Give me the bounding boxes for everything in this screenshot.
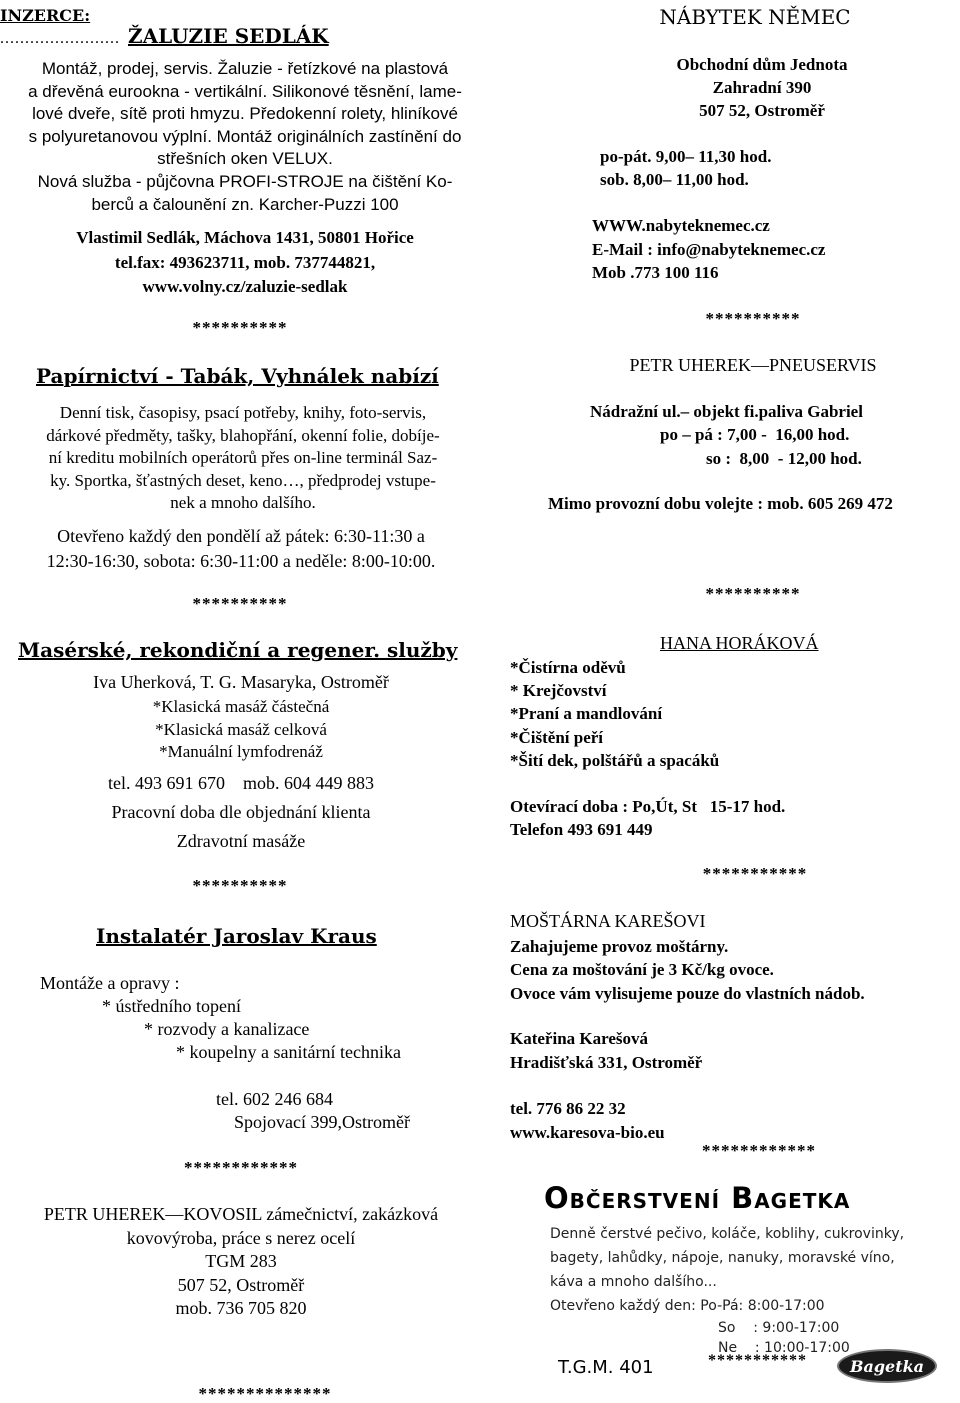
papirnictvi-description (0, 402, 486, 515)
maserske-phone: tel. 493 691 670 mob. 604 449 883 (108, 773, 374, 793)
zaluzie-line: lové dveře, sítě proti hmyzu. Předokenní rolety, hliníkové (32, 104, 458, 124)
hana-service: *Čištění peří (510, 727, 604, 747)
mostarna-name (510, 1027, 702, 1074)
mostarna-contact (510, 1097, 665, 1144)
zaluzie-contact-line: Vlastimil Sedlák, Máchova 1431, 50801 Hořice (76, 228, 414, 247)
nabytek-mob: Mob .773 100 116 (592, 263, 719, 282)
kovosil-line: TGM 283 (205, 1251, 277, 1271)
mostarna-line: Cena za moštování je 3 Kč/kg ovoce. (510, 960, 774, 980)
instalater-intro: Montáže a opravy : (40, 973, 180, 993)
zaluzie-contact-line: www.volny.cz/zaluzie-sedlak (142, 277, 348, 296)
instalater-item: * koupelny a sanitární technika (176, 1042, 401, 1062)
separator: ********** (705, 584, 801, 603)
zaluzie-line: berců a čalounění zn. Karcher-Puzzi 100 (91, 194, 399, 214)
zaluzie-contact (0, 226, 490, 300)
bagetka-logo (837, 1349, 937, 1383)
zaluzie-description (0, 58, 490, 216)
maserske-service: *Klasická masáž celková (155, 719, 327, 739)
zaluzie-contact-line: tel.fax: 493623711, mob. 737744821, (114, 252, 376, 272)
nabytek-address-line: Zahradní 390 (712, 78, 812, 97)
zaluzie-line: střešních oken VELUX. (157, 149, 333, 169)
mostarna-web-link[interactable]: www.karesova-bio.eu (510, 1122, 665, 1142)
hana-service: * Krejčovství (510, 681, 607, 701)
papirnictvi-hours-line: 12:30-16:30, sobota: 6:30-11:00 a neděle: 8:00-10:00. (46, 550, 436, 571)
nabytek-hours-line: sob. 8,00– 11,00 hod. (600, 170, 749, 189)
bagetka-line: Denně čerstvé pečivo, koláče, koblihy, cukrovinky, (550, 1226, 905, 1242)
papirnictvi-line: nek a mnoho dalšího. (170, 493, 316, 513)
instalater-address: Spojovací 399,Ostroměř (234, 1112, 410, 1132)
nabytek-web-link[interactable]: WWW.nabyteknemec.cz (592, 216, 770, 235)
hana-service: *Praní a mandlování (510, 704, 663, 724)
pneuservis-line: po – pá : 7,00 - 16,00 hod. (660, 425, 850, 444)
maserske-title: Masérské, rekondiční a regener. služby (18, 638, 458, 662)
nabytek-address-line: 507 52, Ostroměř (699, 101, 825, 120)
bagetka-line: Ne : 10:00-17:00 (718, 1340, 850, 1356)
maserske-services (0, 696, 482, 764)
mostarna-name-line: Kateřina Karešová (510, 1029, 649, 1048)
instalater-title: Instalatér Jaroslav Kraus (96, 924, 377, 948)
hana-service: *Čistírna oděvů (510, 658, 626, 677)
papirnictvi-line: dárkové předměty, tašky, blahopřání, okenní folie, dobíje- (46, 425, 440, 445)
pneuservis-line: so : 8,00 - 12,00 hod. (706, 449, 862, 468)
zaluzie-line: Nová služba - půjčovna PROFI-STROJE na čištění Ko- (37, 171, 453, 191)
papirnictvi-line: Denní tisk, časopisy, psací potřeby, knihy, foto-servis, (59, 403, 427, 422)
mostarna-phone: tel. 776 86 22 32 (510, 1099, 626, 1118)
pneuservis-line: Nádražní ul.– objekt fi.paliva Gabriel (590, 402, 863, 421)
instalater-item: * rozvody a kanalizace (144, 1019, 310, 1039)
bagetka-line: So : 9:00-17:00 (718, 1320, 840, 1336)
bagetka-title: Občerstvení Bagetka (544, 1181, 851, 1215)
mostarna-name-line: Hradišťská 331, Ostroměř (510, 1052, 703, 1072)
zaluzie-line: a dřevěná eurookna - vertikální. Silikonové těsnění, lame- (28, 81, 462, 101)
nabytek-title: NÁBYTEK NĚMEC (659, 5, 851, 29)
bagetka-line: káva a mnoho dalšího... (550, 1274, 717, 1290)
nabytek-email[interactable]: E-Mail : info@nabyteknemec.cz (592, 240, 826, 259)
hana-services (510, 656, 719, 772)
bagetka-address: T.G.M. 401 (558, 1357, 654, 1378)
papirnictvi-hours (0, 524, 482, 573)
maserske-hours: Pracovní doba dle objednání klienta (111, 802, 371, 822)
kovosil-line: PETR UHEREK—KOVOSIL zámečnictví, zakázková (43, 1204, 439, 1224)
bagetka-logo-text: Bagetka (849, 1356, 925, 1376)
separator: ************ (184, 1158, 298, 1177)
separator: ************** (198, 1384, 332, 1403)
nabytek-hours-line: po-pát. 9,00– 11,30 hod. (600, 147, 772, 166)
inzerce-label-text: INZERCE: (0, 6, 91, 25)
separator: *********** (702, 864, 808, 883)
kovosil-block (0, 1203, 482, 1321)
separator: ********** (192, 876, 288, 895)
bagetka-line: bagety, lahůdky, nápoje, nanuky, moravské víno, (550, 1250, 895, 1266)
maserske-service: *Manuální lymfodrenáž (159, 742, 323, 762)
separator: ********** (705, 309, 801, 328)
maserske-service: *Klasická masáž částečná (152, 697, 330, 716)
zaluzie-line: s polyuretanovou výplní. Montáž originálních zastínění do (28, 126, 462, 146)
separator: *********** (708, 1352, 807, 1369)
papirnictvi-line: ní kreditu mobilních operátorů přes on-line terminál Saz- (48, 448, 438, 468)
mostarna-title: MOŠTÁRNA KAREŠOVI (510, 911, 706, 931)
inzerce-dots: ........................ (0, 30, 120, 47)
hana-title: HANA HORÁKOVÁ (660, 633, 819, 653)
pneuservis-note: Mimo provozní dobu volejte : mob. 605 269 472 (548, 494, 893, 513)
nabytek-address-line: Obchodní dům Jednota (676, 55, 848, 74)
maserske-name: Iva Uherková, T. G. Masaryka, Ostroměř (93, 672, 389, 692)
separator: ************ (702, 1141, 816, 1160)
papirnictvi-hours-line: Otevřeno každý den pondělí až pátek: 6:30-11:30 a (57, 526, 425, 546)
separator: ********** (192, 318, 288, 337)
zaluzie-title: ŽALUZIE SEDLÁK (128, 24, 329, 48)
hana-hours: Otevírací doba : Po,Út, St 15-17 hod. (510, 797, 786, 816)
nabytek-address (492, 53, 960, 122)
instalater-phone: tel. 602 246 684 (216, 1089, 333, 1109)
inzerce-label (0, 6, 90, 25)
hana-phone: Telefon 493 691 449 (510, 820, 653, 839)
hana-service: *Šití dek, polštářů a spacáků (510, 750, 720, 770)
separator: ********** (192, 594, 288, 613)
zaluzie-line: Montáž, prodej, servis. Žaluzie - řetízkové na plastová (41, 59, 449, 78)
kovosil-line: kovovýroba, práce s nerez ocelí (126, 1227, 356, 1248)
kovosil-line: mob. 736 705 820 (175, 1298, 307, 1318)
kovosil-line: 507 52, Ostroměř (177, 1274, 305, 1295)
instalater-item: * ústředního topení (102, 996, 241, 1016)
right-column (492, 0, 960, 1403)
maserske-extra: Zdravotní masáže (176, 831, 306, 851)
mostarna-line: Ovoce vám vylisujeme pouze do vlastních nádob. (510, 983, 865, 1003)
papirnictvi-title: Papírnictví - Tabák, Vyhnálek nabízí (36, 364, 439, 388)
mostarna-line: Zahajujeme provoz moštárny. (510, 937, 729, 956)
pneuservis-title: PETR UHEREK—PNEUSERVIS (629, 355, 877, 375)
papirnictvi-line: ky. Sportka, šťastných deset, keno…, předprodej vstupe- (50, 470, 436, 490)
bagetka-description (550, 1222, 904, 1358)
bagetka-line: Otevřeno každý den: Po-Pá: 8:00-17:00 (550, 1298, 825, 1314)
mostarna-description (510, 935, 865, 1005)
